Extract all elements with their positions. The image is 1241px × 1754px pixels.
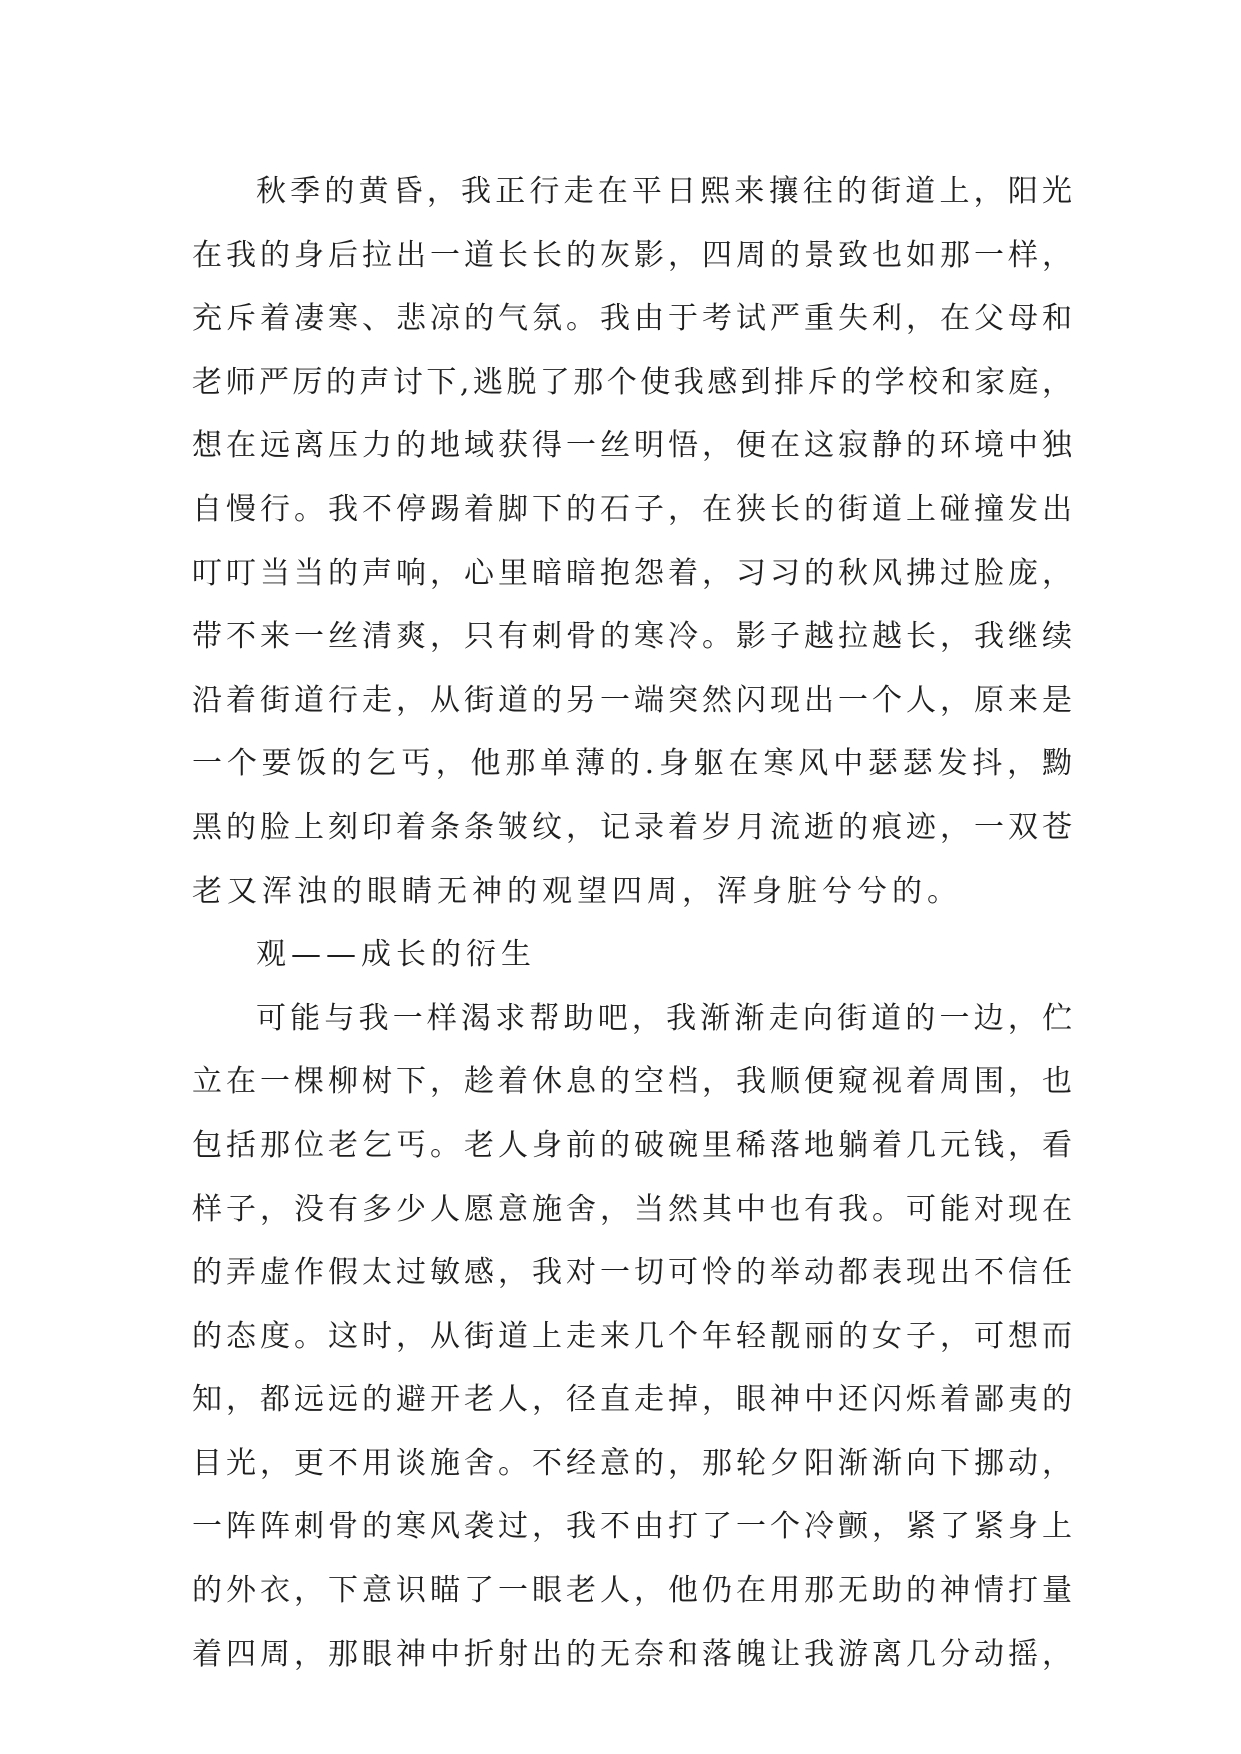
text-line: 着四周，那眼神中折射出的无奈和落魄让我游离几分动摇，	[192, 1636, 1072, 1672]
text-line: 目光，更不用谈施舍。不经意的，那轮夕阳渐渐向下挪动，	[192, 1445, 1072, 1481]
text-line: 沿着街道行走，从街道的另一端突然闪现出一个人，原来是	[192, 682, 1072, 718]
text-line: 一个要饭的乞丐，他那单薄的.身躯在寒风中瑟瑟发抖，黝	[192, 746, 1072, 782]
text-line: 自慢行。我不停踢着脚下的石子，在狭长的街道上碰撞发出	[192, 491, 1072, 527]
text-line: 可能与我一样渴求帮助吧，我渐渐走向街道的一边，伫	[256, 1000, 1072, 1036]
text-line: 知，都远远的避开老人，径直走掉，眼神中还闪烁着鄙夷的	[192, 1382, 1072, 1418]
text-line: 的外衣，下意识瞄了一眼老人，他仍在用那无助的神情打量	[192, 1573, 1072, 1609]
text-line: 的态度。这时，从街道上走来几个年轻靓丽的女子，可想而	[192, 1318, 1072, 1354]
text-line: 带不来一丝清爽，只有刺骨的寒冷。影子越拉越长，我继续	[192, 619, 1072, 655]
text-line: 包括那位老乞丐。老人身前的破碗里稀落地躺着几元钱，看	[192, 1127, 1072, 1163]
text-line: 在我的身后拉出一道长长的灰影，四周的景致也如那一样，	[192, 237, 1072, 273]
text-line: 秋季的黄昏，我正行走在平日熙来攘往的街道上，阳光	[256, 174, 1072, 209]
text-line: 的弄虚作假太过敏感，我对一切可怜的举动都表现出不信任	[192, 1255, 1072, 1291]
section-heading: 观——成长的衍生	[256, 937, 536, 973]
text-line: 老师严厉的声讨下,逃脱了那个使我感到排斥的学校和家庭，	[192, 364, 1072, 400]
text-line: 想在远离压力的地域获得一丝明悟，便在这寂静的环境中独	[192, 428, 1072, 464]
text-line: 样子，没有多少人愿意施舍，当然其中也有我。可能对现在	[192, 1191, 1072, 1227]
text-line: 老又浑浊的眼睛无神的观望四周，浑身脏兮兮的。	[192, 873, 962, 909]
text-line: 充斥着凄寒、悲凉的气氛。我由于考试严重失利，在父母和	[192, 301, 1072, 337]
text-line: 立在一棵柳树下，趁着休息的空档，我顺便窥视着周围，也	[192, 1064, 1072, 1100]
body-text	[192, 160, 1072, 1686]
text-line: 叮叮当当的声响，心里暗暗抱怨着，习习的秋风拂过脸庞，	[192, 555, 1072, 591]
text-line: 一阵阵刺骨的寒风袭过，我不由打了一个冷颤，紧了紧身上	[192, 1509, 1072, 1545]
text-line: 黑的脸上刻印着条条皱纹，记录着岁月流逝的痕迹，一双苍	[192, 809, 1072, 845]
